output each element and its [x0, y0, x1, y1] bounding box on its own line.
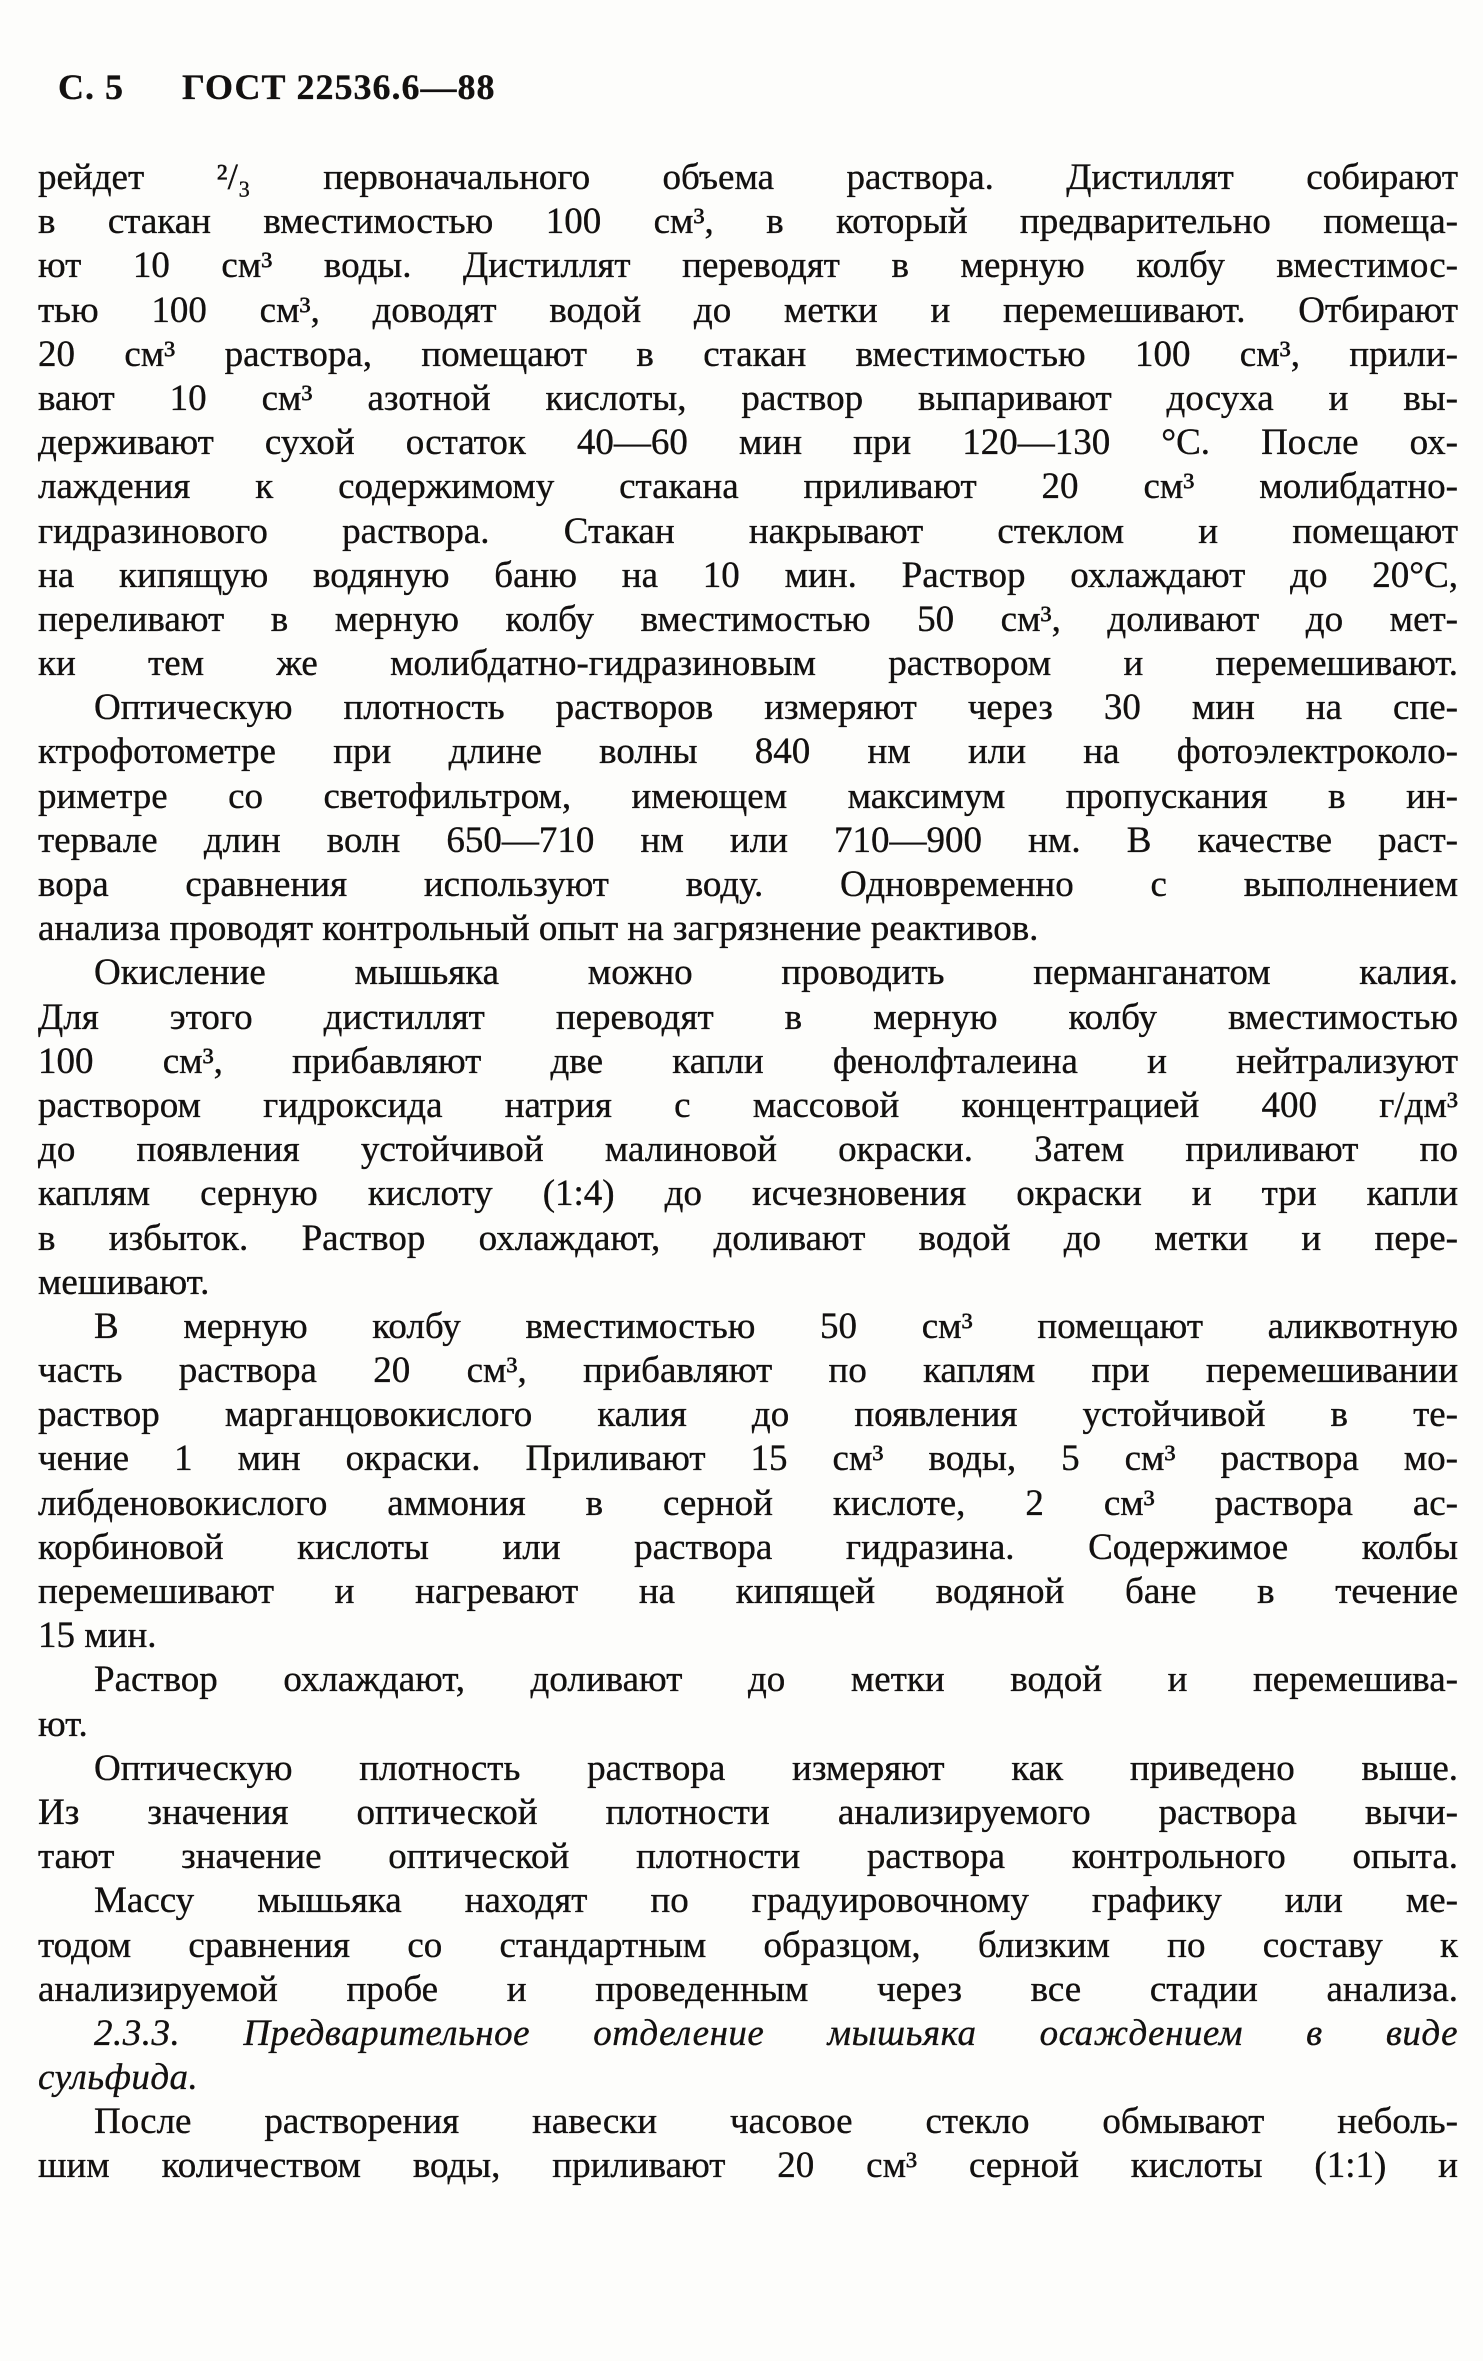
- text-line: Массу мышьяка находят по градуировочному графику или ме-: [94, 1880, 1458, 1922]
- page-header: [58, 66, 495, 108]
- text-line: После растворения навески часовое стекло обмывают неболь-: [94, 2101, 1458, 2143]
- text-line: в избыток. Раствор охлаждают, доливают водой до метки и пере-: [38, 1217, 1458, 1259]
- text-line: тью 100 см³, доводят водой до метки и перемешивают. Отбирают: [38, 289, 1458, 331]
- text-line: 20 см³ раствора, помещают в стакан вместимостью 100 см³, прили-: [38, 333, 1458, 375]
- text-line: сульфида.: [38, 2057, 199, 2099]
- text-line: до появления устойчивой малиновой окраски. Затем приливают по: [38, 1129, 1458, 1171]
- text-line: ют.: [38, 1703, 88, 1745]
- text-line: ки тем же молибдатно-гидразиновым раствором и перемешивают.: [38, 643, 1458, 685]
- text-line: часть раствора 20 см³, прибавляют по каплям при перемешивании: [38, 1350, 1458, 1392]
- text-line: раствором гидроксида натрия с массовой концентрацией 400 г/дм³: [38, 1084, 1458, 1126]
- text-line: 100 см³, прибавляют две капли фенолфталеина и нейтрализуют: [38, 1040, 1458, 1082]
- text-line: вора сравнения используют воду. Одновременно с выполнением: [38, 864, 1458, 905]
- text-line: ктрофотометре при длине волны 840 нм или на фотоэлектроколо-: [38, 731, 1458, 773]
- text-line: тервале длин волн 650—710 нм или 710—900 нм. В качестве раст-: [38, 819, 1458, 861]
- text-line: переливают в мерную колбу вместимостью 50 см³, доливают до мет-: [38, 598, 1458, 640]
- text-line: Для этого дистиллят переводят в мерную колбу вместимостью: [38, 996, 1458, 1038]
- text-line: раствор марганцовокислого калия до появления устойчивой в те-: [38, 1394, 1458, 1436]
- page-number-label: С. 5: [58, 67, 124, 107]
- text-line: тодом сравнения со стандартным образцом, близким по составу к: [38, 1924, 1458, 1966]
- document-body: [38, 156, 1458, 2189]
- text-line: либденовокислого аммония в серной кислоте, 2 см³ раствора ас-: [38, 1482, 1458, 1524]
- text-line: риметре со светофильтром, имеющем максимум пропускания в ин-: [38, 775, 1458, 817]
- text-line: Оптическую плотность растворов измеряют через 30 мин на спе-: [94, 687, 1458, 729]
- text-line: гидразинового раствора. Стакан накрывают стеклом и помещают: [38, 510, 1458, 552]
- text-line: Оптическую плотность раствора измеряют как приведено выше.: [94, 1747, 1458, 1789]
- text-line: чение 1 мин окраски. Приливают 15 см³ воды, 5 см³ раствора мо-: [38, 1438, 1458, 1480]
- text-line: на кипящую водяную баню на 10 мин. Раствор охлаждают до 20°С,: [38, 554, 1458, 596]
- text-line: 2.3.3. Предварительное отделение мышьяка осаждением в виде: [94, 2012, 1458, 2054]
- text-line: вают 10 см³ азотной кислоты, раствор выпаривают досуха и вы-: [38, 377, 1458, 419]
- text-line: 15 мин.: [38, 1615, 157, 1657]
- text-line: анализируемой пробе и проведенным через все стадии анализа.: [38, 1968, 1458, 2010]
- standard-number-label: ГОСТ 22536.6—88: [182, 67, 496, 107]
- text-line: в стакан вместимостью 100 см³, в который предварительно помеща-: [38, 201, 1458, 243]
- text-line: держивают сухой остаток 40—60 мин при 120—130 °С. После ох-: [38, 422, 1458, 464]
- text-line: Окисление мышьяка можно проводить перманганатом калия.: [94, 952, 1458, 994]
- text-line: ют 10 см³ воды. Дистиллят переводят в мерную колбу вместимос-: [38, 245, 1458, 287]
- text-line: Из значения оптической плотности анализируемого раствора вычи-: [38, 1791, 1458, 1833]
- text-line: каплям серную кислоту (1:4) до исчезновения окраски и три капли: [38, 1173, 1458, 1215]
- text-line: перемешивают и нагревают на кипящей водяной бане в течение: [38, 1571, 1458, 1612]
- text-line: анализа проводят контрольный опыт на загрязнение реактивов.: [38, 908, 1039, 950]
- text-line: В мерную колбу вместимостью 50 см³ помещают аликвотную: [94, 1305, 1458, 1347]
- text-line: мешивают.: [38, 1261, 210, 1303]
- text-line: рейдет ²/₃ первоначального объема раствора. Дистиллят собирают: [38, 157, 1458, 198]
- text-line: корбиновой кислоты или раствора гидразина. Содержимое колбы: [38, 1526, 1458, 1568]
- text-line: Раствор охлаждают, доливают до метки водой и перемешива-: [94, 1659, 1458, 1701]
- text-line: лаждения к содержимому стакана приливают 20 см³ молибдатно-: [38, 466, 1458, 508]
- text-line: шим количеством воды, приливают 20 см³ серной кислоты (1:1) и: [38, 2145, 1458, 2187]
- text-line: тают значение оптической плотности раствора контрольного опыта.: [38, 1836, 1458, 1878]
